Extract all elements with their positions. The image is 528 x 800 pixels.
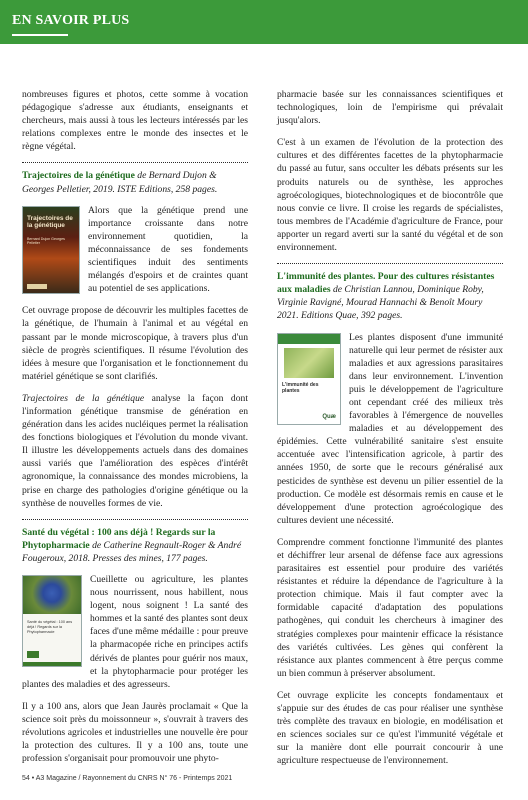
book-reference-immunite — [277, 270, 503, 322]
book-title: Santé du végétal : 100 ans déjà ! Regards sur la Phytopharmacie — [22, 526, 216, 551]
book-cover-immunite — [277, 333, 341, 425]
publisher-logo: Quæ — [322, 413, 336, 420]
book-title-inline: Trajectoires de la génétique — [22, 392, 145, 404]
cover-title: Trajectoires de la génétique — [27, 214, 73, 230]
cover-photo — [23, 576, 81, 614]
review-paragraph: Cet ouvrage propose de découvrir les multiples facettes de la génétique, de l'humain à l'animal et au végétal en passant par le monde microscopique, à travers plus d'un siècle de progrès scientifiques. Il résume l'évolution des idées à mesure que l'organisation et le fonctionnement du matériel génétique se sont clarifiés. — [22, 305, 248, 382]
book-reference-genetique — [22, 169, 248, 195]
book-title: L'immunité des plantes. Pour des cultures résistantes aux maladies — [277, 271, 495, 296]
cover-photo — [284, 348, 334, 378]
review-paragraph: pharmacie basée sur les connaissances scientifiques et technologiques, loin de l'empirisme qui prévalait jusqu'alors. — [277, 89, 503, 127]
divider — [277, 263, 503, 264]
left-column — [22, 88, 248, 774]
book-reference-sante — [22, 526, 248, 565]
review-paragraph: Alors que la génétique prend une importance croissante dans notre environnement quotidien, la méconnaissance de ses fondements scientifiques induit des sentiments mélangés d'espoirs et de craintes quant au potentiel de ses applications. — [88, 204, 248, 295]
review-paragraph: Il y a 100 ans, alors que Jean Jaurès proclamait « Que la science soit près du moissonneur », s'ouvrait à travers des révolutions agricoles et industrielles une nouvelle ère pour la protection des cultures. Il y a 100 ans, toute une profession s'organisait pour promouvoir une phyto- — [22, 700, 248, 765]
review-paragraph: Cueillette ou agriculture, les plantes nous nourrissent, nous habillent, nous logent, nous soignent ! La santé des hommes et la santé des plantes sont deux faces d'une même médaille : pour preuve la pharmacopée riche en principes actifs dérivés de plantes pour guérir nos maux, et la phytopharmacie pour protéger les plantes des maladies et des agresseurs. — [22, 574, 248, 690]
review-paragraph: Comprendre comment fonctionne l'immunité des plantes et déchiffrer leur arsenal de défense face aux agressions parasitaires est essentiel pour produire des variétés résistantes et réduire la dépendance de l'agriculture à la protection chimique. Mais il faut compter avec la formidable capacité d'adaptation des populations pathogènes, qui conduit les chercheurs à imaginer des stratégies complexes pour maintenir efficace la résistance des variétés cultivées. Les gènes qui confèrent la résistance aux plantes commencent à être perçus comme un bien commun à préserver absolument. — [277, 536, 503, 679]
cover-authors: Bernard Dujon Georges Pelletier — [27, 236, 65, 246]
book-cover-sante — [22, 575, 82, 667]
review-paragraph: Les plantes disposent d'une immunité naturelle qui leur permet de résister aux maladies et aux agressions parasitaires dans leur environnement. L'invention puis le développement de l'agriculture ont cependant créé des milieux très favorables à l'émergence de nouvelles maladies et au développement des épidémies. Cette vulnérabilité sanitaire s'est ensuite accentuée avec l'intensification agricole, à partir des années 1950, de sorte que le recours généralisé aux pesticides de synthèse est devenu un pilier essentiel de la production. Ce modèle est désormais remis en cause et le développement d'une protection agroécologique des cultures devient une nécessité. — [277, 331, 503, 526]
book-details: de Christian Lannou, Dominique Roby, Virginie Ravigné, Mourad Hannachi & Benoît Moury 2021. Editions Quae, 392 pages. — [277, 284, 484, 322]
section-title: EN SAVOIR PLUS — [12, 13, 130, 28]
review-paragraph: Cet ouvrage explicite les concepts fondamentaux et s'appuie sur des études de cas pour réaliser une synthèse très complète des travaux en biologie, en modélisation et en sciences sociales sur ce qu'est l'immunité végétale et sur la manière dont elle pourrait concourir à une agriculture respectueuse de l'environnement. — [277, 689, 503, 767]
intro-paragraph: nombreuses figures et photos, cette somme à vocation pédagogique s'adresse aux étudiants, enseignants et chercheurs, mais aussi à tous les lecteurs intéressés par les relations complexes entre le monde des insectes et le règne végétal. — [22, 89, 248, 153]
review-paragraph: Trajectoires de la génétique analyse la façon dont l'information génétique transmise de génération en génération dans les acides nucléiques permet la réalisation des fonctions biologiques et l'évolution du monde vivant. Il illustre les développements actuels dans des domaines aussi variés que l'amélioration des espèces d'intérêt agronomique, la connaissance des mondes microbiens, la prise en charge des pathologies d'origine génétique ou la synthèse de nouvelles formes de vie. — [22, 392, 248, 509]
publisher-logo — [27, 284, 47, 289]
book-cover-genetique — [22, 206, 80, 294]
title-underline — [12, 34, 68, 36]
cover-title: L'immunité des plantes — [282, 381, 319, 394]
publisher-logo — [27, 651, 39, 658]
divider — [22, 162, 248, 163]
page-footer: 54 • A3 Magazine / Rayonnement du CNRS N° 76 - Printemps 2021 — [22, 775, 233, 782]
cover-title: Santé du végétal : 100 ans déjà ! Regards sur la Phytopharmacie — [27, 620, 73, 634]
review-paragraph: C'est à un examen de l'évolution de la protection des cultures et des différentes facettes de la phytopharmacie du passé au futur, sans occulter les débats présents sur les produits naturels ou de synthèse, les approches agroécologiques, biotechnologiques et de biocontrôle que nous convie ce livre. Il croise les regards de spécialistes, tous membres de l'Académie d'agriculture de France, pour apporter un regard averti sur la santé du végétal et de son environnement. — [277, 137, 503, 254]
book-details: de Bernard Dujon & Georges Pelletier, 2019. ISTE Editions, 258 pages. — [22, 170, 218, 195]
header-band — [0, 0, 528, 44]
book-title: Trajectoires de la génétique — [22, 170, 135, 182]
book-details: de Catherine Regnault-Roger & André Fougeroux, 2018. Presses des mines, 177 pages. — [22, 539, 242, 564]
right-column — [277, 88, 503, 777]
divider — [22, 519, 248, 520]
